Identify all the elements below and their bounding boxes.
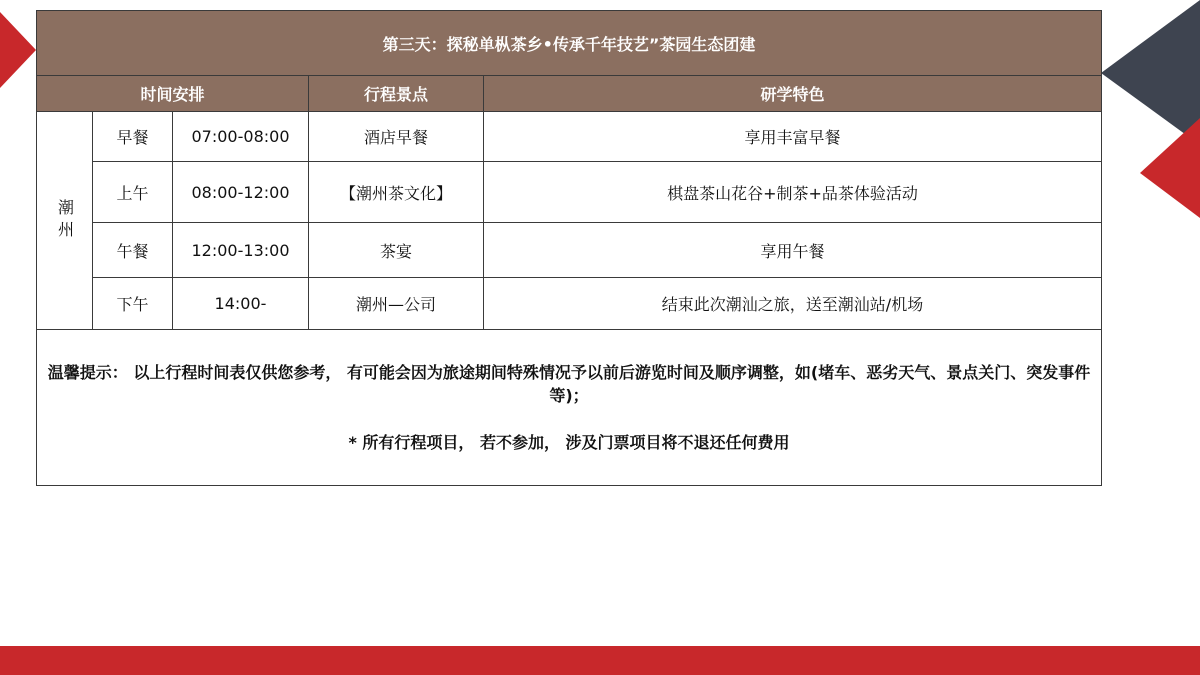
table-row (37, 278, 1102, 330)
spot-cell: 潮州—公司 (309, 278, 484, 330)
period-cell: 早餐 (93, 112, 173, 162)
itinerary-table (36, 10, 1102, 486)
period-cell: 下午 (93, 278, 173, 330)
tip-note: 温馨提示： 以上行程时间表仅供您参考， 有可能会因为旅途期间特殊情况予以前后游览时间及顺序调整，如(堵车、恶劣天气、景点关门、突发事件等)； (47, 363, 1091, 405)
time-cell: 07:00-08:00 (173, 112, 309, 162)
table-row (37, 112, 1102, 162)
bottom-red-bar (0, 646, 1200, 675)
time-cell: 12:00-13:00 (173, 223, 309, 278)
spot-cell: 【潮州茶文化】 (309, 162, 484, 223)
table-row (37, 223, 1102, 278)
header-spot: 行程景点 (309, 76, 484, 112)
time-cell: 14:00- (173, 278, 309, 330)
feature-cell: 结束此次潮汕之旅，送至潮汕站/机场 (484, 278, 1102, 330)
header-feature: 研学特色 (484, 76, 1102, 112)
feature-cell: 享用午餐 (484, 223, 1102, 278)
period-cell: 午餐 (93, 223, 173, 278)
period-cell: 上午 (93, 162, 173, 223)
right-red-triangle (1138, 118, 1200, 220)
notes-cell (37, 330, 1102, 486)
time-cell: 08:00-12:00 (173, 162, 309, 223)
spot-cell: 茶宴 (309, 223, 484, 278)
table-row (37, 162, 1102, 223)
feature-cell: 棋盘茶山花谷+制茶+品茶体验活动 (484, 162, 1102, 223)
left-red-triangle (0, 12, 40, 88)
feature-cell: 享用丰富早餐 (484, 112, 1102, 162)
fee-note: * 所有行程项目， 若不参加， 涉及门票项目将不退还任何费用 (348, 433, 790, 452)
spot-cell: 酒店早餐 (309, 112, 484, 162)
table-title: 第三天：探秘单枞茶乡•传承千年技艺”茶园生态团建 (37, 11, 1102, 76)
city-cell: 潮州 (37, 112, 93, 330)
header-time: 时间安排 (37, 76, 309, 112)
